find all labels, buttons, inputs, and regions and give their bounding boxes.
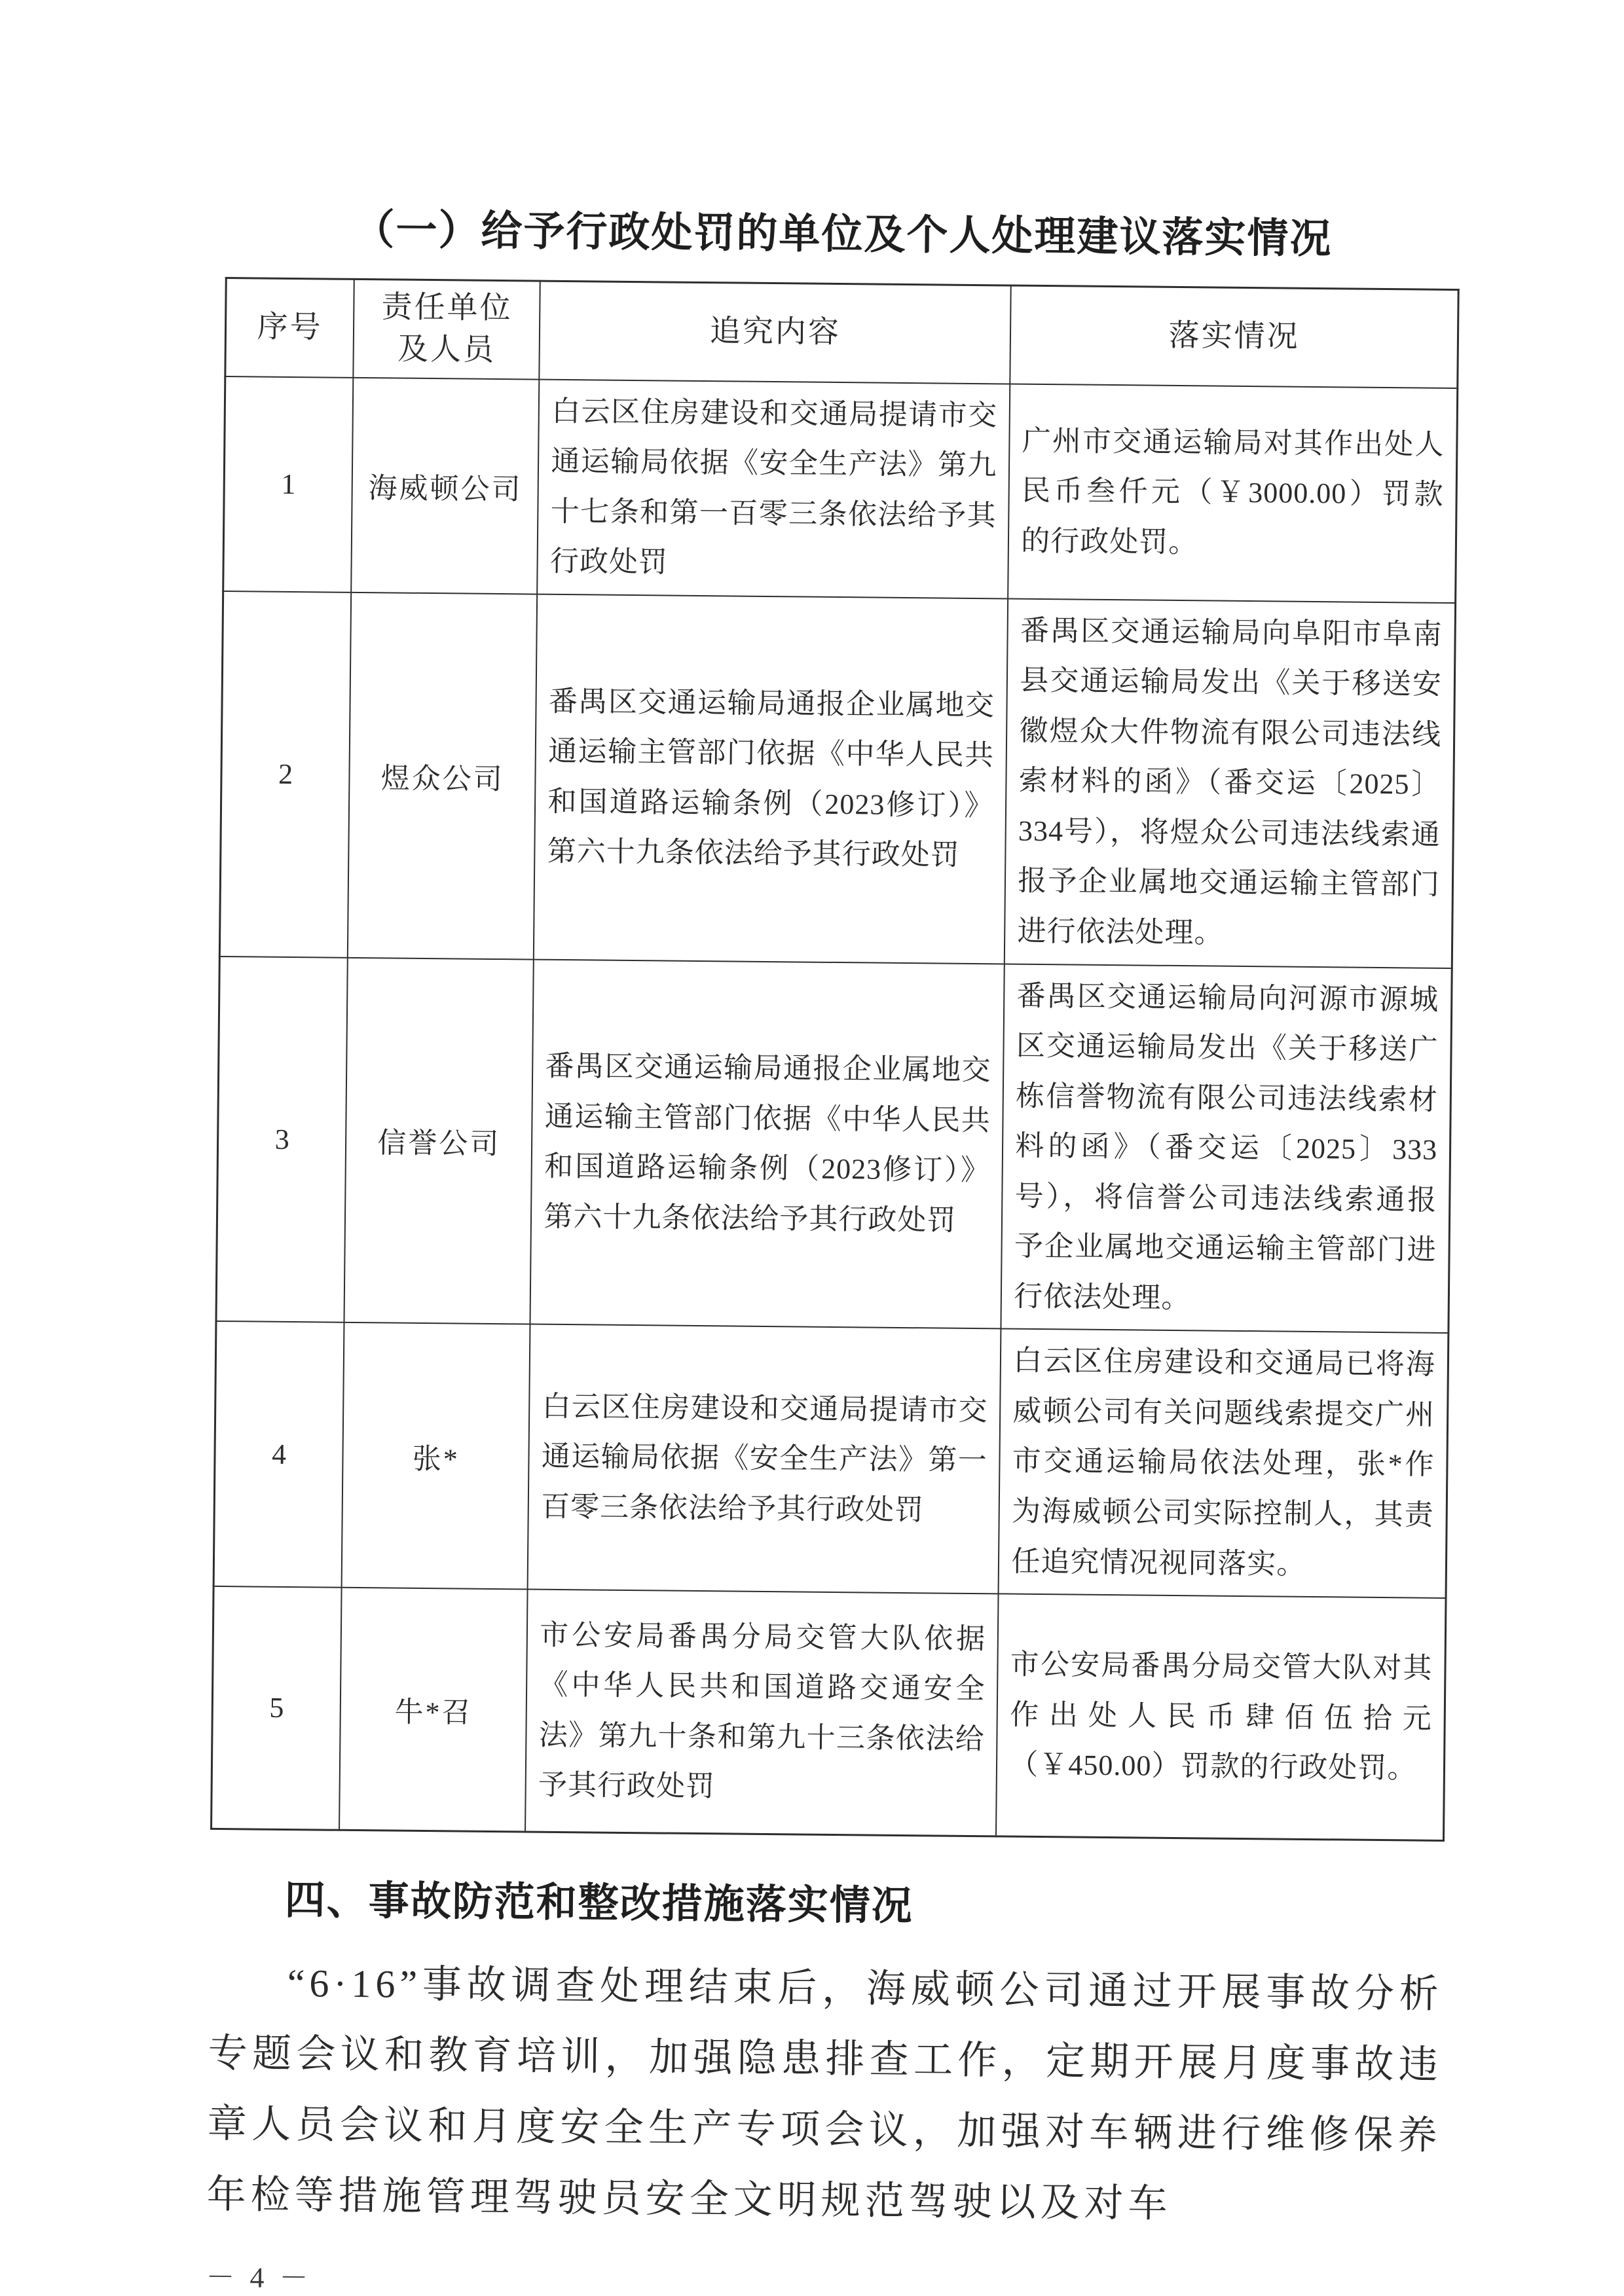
penalty-table: [210, 277, 1460, 1842]
section-1-title: （一）给予行政处罚的单位及个人处理建议落实情况: [353, 206, 1333, 263]
cell-content: 白云区住房建设和交通局提请市交通运输局依据《安全生产法》第一百零三条依法给予其行政处罚: [528, 1324, 1001, 1594]
col-header-unit: [354, 279, 541, 379]
table-header-row: [225, 278, 1458, 388]
col-header-unit-line2: 及人员: [397, 332, 496, 367]
cell-unit: 张*: [342, 1322, 530, 1589]
cell-no: 2: [219, 591, 351, 958]
col-header-implementation: [1010, 285, 1459, 388]
cell-content: 番禺区交通运输局通报企业属地交通运输主管部门依据《中华人民共和国道路运输条例（2023修订）》第六十九条依法给予其行政处罚: [534, 594, 1008, 964]
cell-no: 3: [216, 956, 348, 1322]
section-4-heading: 四、事故防范和整改措施落实情况: [284, 1877, 913, 1929]
col-header-content-label: 追究内容: [709, 314, 841, 350]
cell-implementation: 市公安局番禺分局交管大队对其作出处人民币肆佰伍拾元（￥450.00）罚款的行政处罚。: [996, 1594, 1446, 1841]
cell-implementation: 白云区住房建设和交通局已将海威顿公司有关问题线索提交广州市交通运输局依法处理，张*作为海威顿公司实际控制人，其责任追究情况视同落实。: [999, 1329, 1449, 1598]
cell-content: 番禺区交通运输局通报企业属地交通运输主管部门依据《中华人民共和国道路运输条例（2023修订）》第六十九条依法给予其行政处罚: [530, 959, 1005, 1329]
cell-no: 1: [223, 376, 354, 592]
cell-unit: 海威顿公司: [351, 377, 539, 594]
body-paragraph: “6·16”事故调查处理结束后，海威顿公司通过开展事故分析专题会议和教育培训，加强隐患排查工作，定期开展月度事故违章人员会议和月度安全生产专项会议，加强对车辆进行维修保养年检等措施管理驾驶员安全文明规范驾驶以及对车: [206, 1961, 1444, 2225]
cell-no: 5: [212, 1586, 342, 1830]
cell-implementation: 广州市交通运输局对其作出处人民币叁仟元（￥3000.00）罚款的行政处罚。: [1008, 384, 1457, 603]
cell-implementation: 番禺区交通运输局向阜阳市阜南县交通运输局发出《关于移送安徽煜众大件物流有限公司违法线索材料的函》（番交运〔2025〕334号），将煜众公司违法线索通报予企业属地交通运输主管部门进行依法处理。: [1005, 598, 1456, 968]
cell-content: 白云区住房建设和交通局提请市交通运输局依据《安全生产法》第九十七条和第一百零三条依法给予其行政处罚: [538, 379, 1010, 598]
table-row-5: [212, 1586, 1446, 1840]
table-row-2: [219, 591, 1455, 968]
page-number: － 4 －: [206, 2261, 312, 2294]
cell-implementation: 番禺区交通运输局向河源市源城区交通运输局发出《关于移送广栋信誉物流有限公司违法线索材料的函》（番交运〔2025〕333号），将信誉公司违法线索通报予企业属地交通运输主管部门进行依法处理。: [1001, 964, 1452, 1333]
cell-no: 4: [213, 1321, 344, 1588]
table-row-3: [216, 956, 1452, 1333]
col-header-no-label: 序号: [257, 310, 323, 345]
cell-unit: 牛*召: [339, 1588, 528, 1832]
cell-content: 市公安局番禺分局交管大队依据《中华人民共和国道路交通安全法》第九十条和第九十三条依法给予其行政处罚: [525, 1590, 998, 1836]
col-header-implementation-label: 落实情况: [1168, 318, 1300, 354]
cell-unit: 信誉公司: [344, 957, 534, 1324]
page-content: [206, 195, 1460, 2296]
cell-unit: 煜众公司: [348, 592, 538, 960]
col-header-content: [540, 281, 1011, 384]
table-row-1: [223, 376, 1458, 603]
table-row-4: [213, 1321, 1449, 1598]
col-header-no: [225, 278, 354, 378]
col-header-unit-line1: 责任单位: [381, 290, 513, 326]
